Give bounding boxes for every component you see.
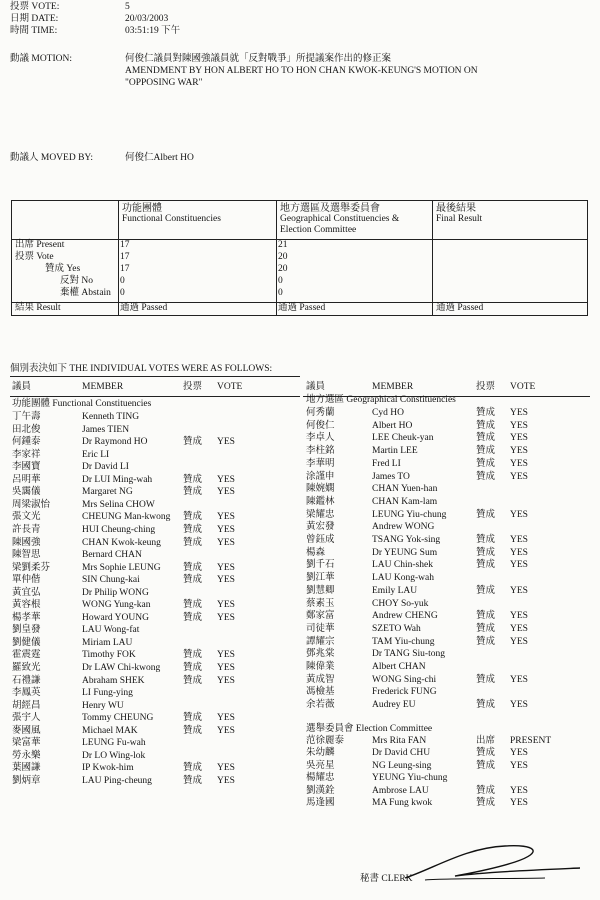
motion-title-zh: 何俊仁議員對陳國強議員就「反對戰爭」所提議案作出的修正案 bbox=[125, 54, 392, 64]
member-name-zh: 何鍾泰 bbox=[12, 437, 41, 448]
member-name-zh: 朱幼麟 bbox=[306, 748, 335, 759]
left-header-rule bbox=[10, 396, 300, 397]
member-name-zh: 李柱銘 bbox=[306, 446, 335, 457]
gc-section-title: 地方選區 Geographical Constituencies bbox=[306, 395, 456, 405]
row-yes-gc: 20 bbox=[278, 264, 288, 274]
row-no-gc: 0 bbox=[278, 276, 283, 286]
vote-en: YES bbox=[217, 474, 235, 485]
member-name-zh: 曾鈺成 bbox=[306, 535, 335, 545]
member-name-zh: 鄧兆棠 bbox=[306, 649, 335, 660]
vote-en: YES bbox=[217, 512, 235, 523]
left-col-vote-zh: 投票 bbox=[183, 382, 203, 392]
vote-zh: 贊成 bbox=[476, 547, 496, 558]
vote-en: YES bbox=[510, 471, 528, 482]
member-name-zh: 霍震霆 bbox=[12, 650, 41, 661]
member-name-en: Mrs Rita FAN bbox=[372, 736, 427, 746]
member-name-zh: 張文光 bbox=[12, 512, 41, 523]
member-name-en: TSANG Yok-sing bbox=[372, 535, 441, 545]
member-name-en: Martin LEE bbox=[372, 446, 418, 457]
vote-en: YES bbox=[510, 636, 528, 647]
member-name-en: WONG Sing-chi bbox=[372, 674, 437, 685]
summary-table bbox=[11, 200, 588, 316]
vote-zh: 贊成 bbox=[183, 437, 203, 448]
member-name-zh: 陳婉嫻 bbox=[306, 484, 335, 495]
member-name-en: LAU Kong-wah bbox=[372, 573, 435, 584]
right-col-vote-en: VOTE bbox=[510, 382, 536, 392]
member-name-zh: 李鳳英 bbox=[12, 688, 41, 699]
vote-en: YES bbox=[510, 509, 528, 520]
member-name-zh: 李卓人 bbox=[306, 433, 335, 444]
member-name-en: YEUNG Yiu-chung bbox=[372, 773, 448, 784]
member-name-en: LAU Ping-cheung bbox=[82, 775, 152, 786]
vote-en: YES bbox=[217, 437, 235, 448]
vote-en: YES bbox=[217, 562, 235, 573]
member-name-en: LAU Chin-shek bbox=[372, 560, 433, 571]
row-abstain-gc: 0 bbox=[278, 288, 283, 298]
member-name-en: Dr David CHU bbox=[372, 748, 431, 759]
member-name-en: Audrey EU bbox=[372, 700, 416, 711]
row-abstain-fc: 0 bbox=[120, 288, 125, 298]
vote-zh: 贊成 bbox=[183, 763, 203, 774]
vote-en: YES bbox=[217, 537, 235, 548]
member-name-zh: 陳鑑林 bbox=[306, 496, 335, 507]
member-name-en: Kenneth TING bbox=[82, 412, 140, 422]
time-value: 03:51:19 下午 bbox=[125, 26, 181, 36]
vote-zh: 贊成 bbox=[183, 537, 203, 548]
left-col-member-en: MEMBER bbox=[82, 382, 124, 392]
member-name-en: Albert CHAN bbox=[372, 662, 426, 672]
vote-zh: 贊成 bbox=[476, 433, 496, 444]
member-name-en: Frederick FUNG bbox=[372, 687, 437, 698]
vote-en: YES bbox=[510, 785, 528, 796]
member-name-zh: 劉慧卿 bbox=[306, 585, 335, 596]
vote-zh: 贊成 bbox=[476, 636, 496, 647]
member-name-en: LEUNG Fu-wah bbox=[82, 738, 146, 749]
member-name-zh: 劉皇發 bbox=[12, 625, 41, 636]
vote-zh: 贊成 bbox=[476, 611, 496, 622]
member-name-en: LEE Cheuk-yan bbox=[372, 433, 434, 444]
member-name-zh: 劉炳章 bbox=[12, 775, 41, 786]
member-name-en: CHEUNG Man-kwong bbox=[82, 512, 171, 523]
vote-en: PRESENT bbox=[510, 736, 552, 746]
member-name-en: SIN Chung-kai bbox=[82, 575, 140, 586]
right-col-member-en: MEMBER bbox=[372, 382, 414, 392]
member-name-zh: 黃成智 bbox=[306, 674, 335, 685]
row-result-gc: 通過 Passed bbox=[278, 303, 326, 313]
vote-en: YES bbox=[217, 524, 235, 535]
member-name-en: CHAN Kwok-keung bbox=[82, 537, 161, 548]
member-name-zh: 葉國謙 bbox=[12, 763, 41, 774]
vote-en: YES bbox=[510, 623, 528, 634]
member-name-zh: 梁耀忠 bbox=[306, 509, 335, 520]
member-name-zh: 梁劉柔芬 bbox=[12, 562, 51, 573]
member-name-en: HUI Cheung-ching bbox=[82, 524, 156, 535]
member-name-zh: 羅致光 bbox=[12, 663, 41, 673]
vote-en: YES bbox=[510, 760, 528, 771]
member-name-zh: 馬逢國 bbox=[306, 798, 335, 808]
member-name-zh: 李華明 bbox=[306, 458, 335, 469]
vote-en: YES bbox=[217, 775, 235, 786]
vote-zh: 贊成 bbox=[476, 560, 496, 571]
member-name-zh: 許長青 bbox=[12, 524, 41, 535]
vote-en: YES bbox=[510, 748, 528, 759]
vote-number-value: 5 bbox=[125, 2, 130, 12]
member-name-zh: 蔡素玉 bbox=[306, 598, 335, 609]
clerk-label: 秘書 CLERK bbox=[360, 874, 413, 884]
vote-en: YES bbox=[510, 408, 528, 418]
vote-en: YES bbox=[510, 547, 528, 558]
member-name-zh: 胡經昌 bbox=[12, 700, 41, 711]
member-name-en: Dr Raymond HO bbox=[82, 437, 148, 448]
member-name-zh: 梁富華 bbox=[12, 738, 41, 749]
row-vote-fc: 17 bbox=[120, 252, 130, 262]
vote-zh: 贊成 bbox=[476, 446, 496, 457]
fc-section-title: 功能團體 Functional Constituencies bbox=[12, 399, 152, 409]
vote-en: YES bbox=[510, 535, 528, 545]
vote-en: YES bbox=[510, 458, 528, 469]
vote-zh: 贊成 bbox=[183, 612, 203, 623]
vote-number-label: 投票 VOTE: bbox=[10, 2, 60, 12]
member-name-zh: 司徒華 bbox=[306, 623, 335, 634]
member-name-en: SZETO Wah bbox=[372, 623, 421, 634]
motion-label: 動議 MOTION: bbox=[10, 54, 73, 64]
member-name-zh: 吳靄儀 bbox=[12, 487, 41, 498]
member-name-zh: 陳偉業 bbox=[306, 662, 335, 672]
member-name-zh: 丁午壽 bbox=[12, 412, 41, 422]
vote-zh: 贊成 bbox=[476, 471, 496, 482]
vote-zh: 贊成 bbox=[476, 623, 496, 634]
member-name-en: WONG Yung-kan bbox=[82, 600, 151, 611]
member-name-zh: 劉漢銓 bbox=[306, 785, 335, 796]
motion-title-en: AMENDMENT BY HON ALBERT HO TO HON CHAN KWOK-KEUNG'S MOTION ON bbox=[125, 66, 478, 76]
row-result-fc: 通過 Passed bbox=[120, 303, 168, 313]
member-name-en: LAU Wong-fat bbox=[82, 625, 140, 636]
vote-en: YES bbox=[510, 433, 528, 444]
vote-zh: 贊成 bbox=[183, 713, 203, 724]
member-name-en: Howard YOUNG bbox=[82, 612, 149, 623]
row-present-label: 出席 Present bbox=[15, 240, 65, 250]
row-no-label: 反對 No bbox=[60, 276, 93, 286]
member-name-zh: 李國寶 bbox=[12, 462, 41, 473]
member-name-en: Tommy CHEUNG bbox=[82, 713, 154, 724]
vote-zh: 贊成 bbox=[476, 760, 496, 771]
member-name-zh: 李家祥 bbox=[12, 449, 41, 460]
member-name-en: James TO bbox=[372, 471, 410, 482]
mover-value: 何俊仁Albert HO bbox=[125, 153, 194, 163]
right-col-member-zh: 議員 bbox=[306, 382, 326, 392]
member-name-en: Dr TANG Siu-tong bbox=[372, 649, 445, 660]
member-name-en: TAM Yiu-chung bbox=[372, 636, 435, 647]
member-name-en: Andrew WONG bbox=[372, 522, 435, 533]
vote-en: YES bbox=[217, 663, 235, 673]
member-name-zh: 鄭家富 bbox=[306, 611, 335, 622]
member-name-zh: 何俊仁 bbox=[306, 420, 335, 431]
vote-en: YES bbox=[217, 575, 235, 586]
row-no-fc: 0 bbox=[120, 276, 125, 286]
vote-zh: 贊成 bbox=[476, 748, 496, 759]
member-name-en: IP Kwok-him bbox=[82, 763, 134, 774]
member-name-en: Dr LUI Ming-wah bbox=[82, 474, 153, 485]
vote-zh: 贊成 bbox=[476, 785, 496, 796]
member-name-en: Cyd HO bbox=[372, 408, 404, 418]
member-name-en: LEUNG Yiu-chung bbox=[372, 509, 447, 520]
vote-zh: 贊成 bbox=[476, 798, 496, 808]
member-name-zh: 劉千石 bbox=[306, 560, 335, 571]
vote-zh: 贊成 bbox=[183, 562, 203, 573]
row-result-label: 結果 Result bbox=[15, 303, 61, 313]
vote-zh: 贊成 bbox=[183, 512, 203, 523]
row-yes-label: 贊成 Yes bbox=[45, 264, 81, 274]
member-name-zh: 馮檢基 bbox=[306, 687, 335, 698]
member-name-zh: 麥國風 bbox=[12, 725, 41, 736]
clerk-signature bbox=[395, 838, 595, 888]
row-vote-gc: 20 bbox=[278, 252, 288, 262]
row-vote-label: 投票 Vote bbox=[15, 252, 54, 262]
row-present-gc: 21 bbox=[278, 240, 288, 250]
time-label: 時間 TIME: bbox=[10, 26, 58, 36]
vote-zh: 贊成 bbox=[183, 474, 203, 485]
vote-zh: 贊成 bbox=[476, 509, 496, 520]
ec-section-title: 選舉委員會 Election Committee bbox=[306, 724, 433, 734]
vote-en: YES bbox=[510, 674, 528, 685]
final-head-zh: 最後結果 bbox=[436, 203, 476, 214]
vote-zh: 贊成 bbox=[183, 650, 203, 661]
member-name-en: Dr YEUNG Sum bbox=[372, 547, 438, 558]
gc-head-zh: 地方選區及選舉委員會 bbox=[280, 203, 380, 214]
left-col-vote-en: VOTE bbox=[217, 382, 243, 392]
member-name-en: Albert HO bbox=[372, 420, 413, 431]
mover-label: 動議人 MOVED BY: bbox=[10, 153, 94, 163]
member-name-en: James TIEN bbox=[82, 424, 130, 435]
vote-en: YES bbox=[217, 612, 235, 623]
member-name-en: NG Leung-sing bbox=[372, 760, 432, 771]
member-name-en: Bernard CHAN bbox=[82, 550, 142, 561]
member-name-en: CHAN Kam-lam bbox=[372, 496, 438, 507]
member-name-en: Fred LI bbox=[372, 458, 401, 469]
vote-zh: 贊成 bbox=[183, 600, 203, 611]
row-yes-fc: 17 bbox=[120, 264, 130, 274]
member-name-en: Andrew CHENG bbox=[372, 611, 438, 622]
vote-en: YES bbox=[510, 420, 528, 431]
member-name-zh: 勞永樂 bbox=[12, 750, 41, 761]
member-name-en: Miriam LAU bbox=[82, 637, 133, 648]
row-result-final: 通過 Passed bbox=[436, 303, 484, 313]
member-name-en: Abraham SHEK bbox=[82, 675, 145, 686]
member-name-en: Emily LAU bbox=[372, 585, 418, 596]
date-value: 20/03/2003 bbox=[125, 14, 169, 24]
vote-zh: 贊成 bbox=[476, 535, 496, 545]
vote-en: YES bbox=[217, 650, 235, 661]
member-name-en: Dr LO Wing-lok bbox=[82, 750, 146, 761]
member-name-zh: 范徐麗泰 bbox=[306, 736, 345, 746]
vote-en: YES bbox=[510, 700, 528, 711]
member-name-zh: 何秀蘭 bbox=[306, 408, 335, 418]
member-name-en: Eric LI bbox=[82, 449, 110, 460]
vote-zh: 贊成 bbox=[476, 674, 496, 685]
motion-title-en-cont: "OPPOSING WAR" bbox=[125, 78, 203, 88]
member-name-en: Henry WU bbox=[82, 700, 124, 711]
vote-zh: 贊成 bbox=[183, 487, 203, 498]
vote-en: YES bbox=[217, 713, 235, 724]
gc-head-en: Geographical Constituencies & bbox=[280, 214, 400, 224]
date-label: 日期 DATE: bbox=[10, 14, 59, 24]
votes-intro: 個別表決如下 THE INDIVIDUAL VOTES WERE AS FOLLOWS: bbox=[10, 364, 273, 374]
member-name-zh: 呂明華 bbox=[12, 474, 41, 485]
vote-en: YES bbox=[217, 675, 235, 686]
member-name-zh: 石禮謙 bbox=[12, 675, 41, 686]
member-name-en: LI Fung-ying bbox=[82, 688, 133, 699]
vote-zh: 贊成 bbox=[183, 775, 203, 786]
vote-en: YES bbox=[510, 798, 528, 808]
member-name-en: CHOY So-yuk bbox=[372, 598, 429, 609]
vote-zh: 贊成 bbox=[476, 700, 496, 711]
member-name-zh: 楊森 bbox=[306, 547, 326, 558]
member-name-zh: 劉健儀 bbox=[12, 637, 41, 648]
member-name-zh: 田北俊 bbox=[12, 424, 41, 435]
gc-head-en-cont: Election Committee bbox=[280, 225, 357, 235]
vote-en: YES bbox=[217, 763, 235, 774]
intro-rule bbox=[10, 376, 300, 377]
vote-en: YES bbox=[217, 600, 235, 611]
member-name-en: Margaret NG bbox=[82, 487, 133, 498]
member-name-zh: 黃宏發 bbox=[306, 522, 335, 533]
member-name-en: Mrs Sophie LEUNG bbox=[82, 562, 161, 573]
member-name-zh: 余若薇 bbox=[306, 700, 335, 711]
final-head-en: Final Result bbox=[436, 214, 483, 224]
member-name-en: CHAN Yuen-han bbox=[372, 484, 438, 495]
fc-head-en: Functional Constituencies bbox=[122, 214, 221, 224]
vote-zh: 贊成 bbox=[476, 420, 496, 431]
vote-zh: 贊成 bbox=[183, 524, 203, 535]
member-name-zh: 楊孝華 bbox=[12, 612, 41, 623]
fc-head-zh: 功能團體 bbox=[122, 203, 162, 214]
member-name-zh: 陳國強 bbox=[12, 537, 41, 548]
vote-en: YES bbox=[510, 560, 528, 571]
right-col-vote-zh: 投票 bbox=[476, 382, 496, 392]
row-present-fc: 17 bbox=[120, 240, 130, 250]
member-name-en: Timothy FOK bbox=[82, 650, 136, 661]
vote-en: YES bbox=[510, 585, 528, 596]
member-name-zh: 劉江華 bbox=[306, 573, 335, 584]
member-name-en: Michael MAK bbox=[82, 725, 138, 736]
member-name-en: Ambrose LAU bbox=[372, 785, 429, 796]
vote-en: YES bbox=[217, 725, 235, 736]
member-name-en: Dr LAW Chi-kwong bbox=[82, 663, 161, 673]
vote-zh: 贊成 bbox=[183, 725, 203, 736]
vote-en: YES bbox=[217, 487, 235, 498]
left-col-member-zh: 議員 bbox=[12, 382, 32, 392]
member-name-zh: 譚耀宗 bbox=[306, 636, 335, 647]
member-name-zh: 陳智思 bbox=[12, 550, 41, 561]
vote-zh: 贊成 bbox=[476, 458, 496, 469]
member-name-en: Dr David LI bbox=[82, 462, 129, 473]
vote-zh: 贊成 bbox=[183, 675, 203, 686]
vote-zh: 出席 bbox=[476, 736, 496, 746]
member-name-en: MA Fung kwok bbox=[372, 798, 433, 808]
member-name-en: Dr Philip WONG bbox=[82, 587, 149, 598]
vote-en: YES bbox=[510, 446, 528, 457]
vote-zh: 贊成 bbox=[476, 585, 496, 596]
vote-en: YES bbox=[510, 611, 528, 622]
member-name-zh: 周梁淑怡 bbox=[12, 499, 51, 510]
member-name-zh: 單仲偕 bbox=[12, 575, 41, 586]
member-name-zh: 張宇人 bbox=[12, 713, 41, 724]
vote-zh: 贊成 bbox=[183, 575, 203, 586]
vote-zh: 贊成 bbox=[183, 663, 203, 673]
member-name-zh: 楊耀忠 bbox=[306, 773, 335, 784]
member-name-zh: 涂謹申 bbox=[306, 471, 335, 482]
row-abstain-label: 棄權 Abstain bbox=[60, 288, 111, 298]
member-name-zh: 黃宜弘 bbox=[12, 587, 41, 598]
vote-zh: 贊成 bbox=[476, 408, 496, 418]
member-name-zh: 吳亮星 bbox=[306, 760, 335, 771]
member-name-en: Mrs Selina CHOW bbox=[82, 499, 155, 510]
member-name-zh: 黃容根 bbox=[12, 600, 41, 611]
